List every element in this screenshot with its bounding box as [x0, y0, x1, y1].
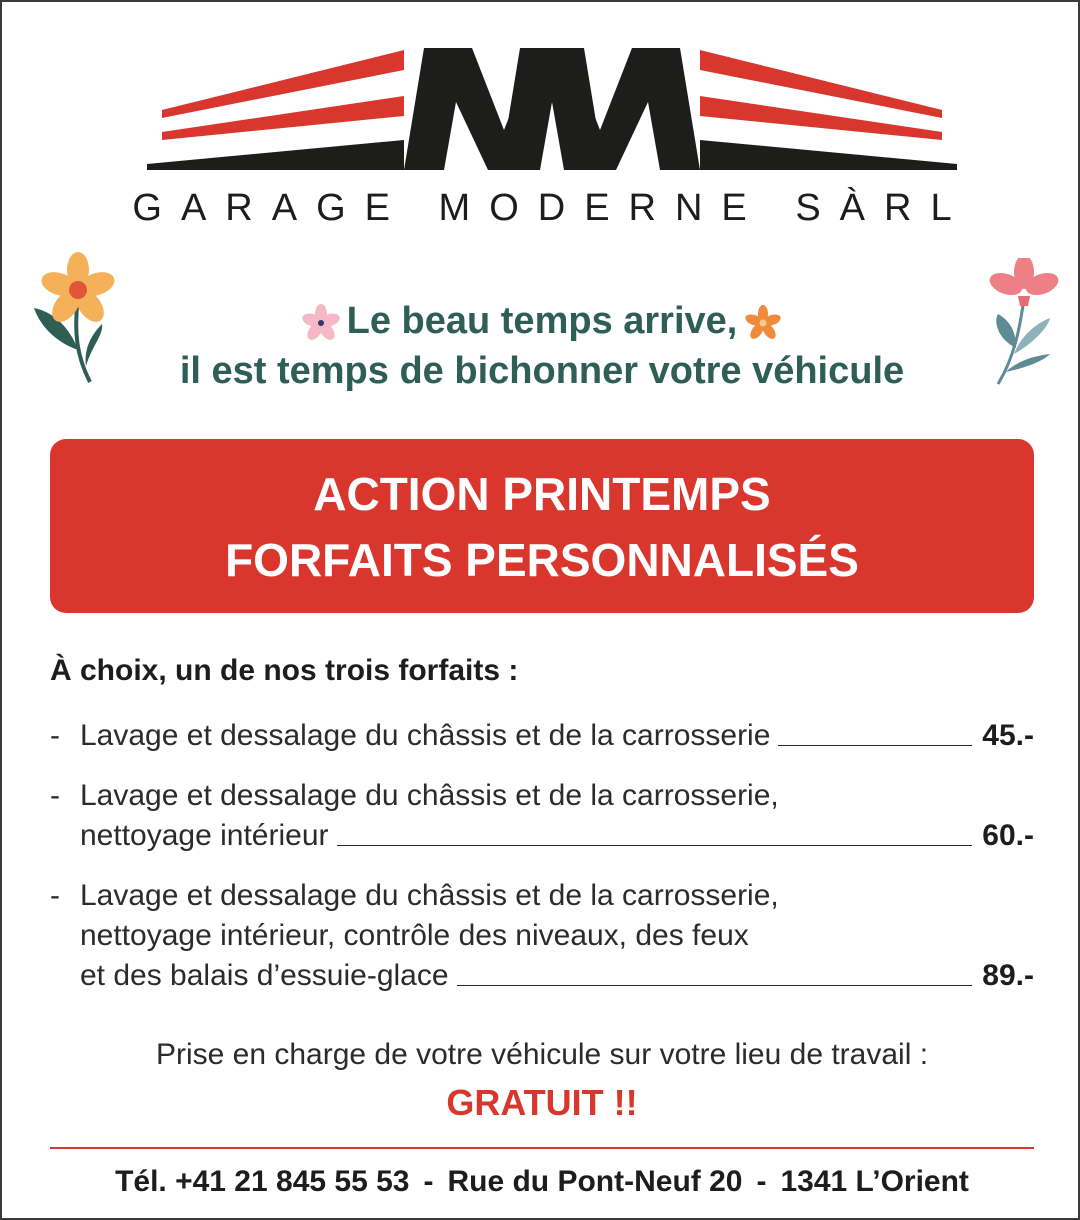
contact-separator: - — [756, 1165, 767, 1198]
tagline-line-1-text: Le beau temps arrive, — [346, 300, 738, 342]
offer-text-line: Lavage et dessalage du châssis et de la carrosserie, — [80, 879, 779, 912]
contact-line — [2, 1165, 1080, 1199]
offer-text-line: Lavage et dessalage du châssis et de la carrosserie, — [80, 779, 779, 812]
phone-number: Tél. +41 21 845 55 53 — [115, 1165, 410, 1198]
offers-title: À choix, un de nos trois forfaits : — [50, 654, 519, 687]
city: 1341 L’Orient — [780, 1165, 969, 1198]
offer-text-line: nettoyage intérieur, contrôle des niveaux, des feux — [80, 919, 749, 952]
list-dash: - — [50, 779, 60, 812]
tagline-line-2: il est temps de bichonner votre véhicule — [179, 350, 905, 392]
offer-lead-line — [50, 956, 1034, 996]
street-address: Rue du Pont-Neuf 20 — [447, 1165, 743, 1198]
leader-line — [778, 745, 972, 746]
leader-line — [457, 985, 973, 986]
pickup-text: Prise en charge de votre véhicule sur votre lieu de travail : — [155, 1038, 929, 1071]
offer-lead-line — [50, 716, 1034, 756]
mm-logo-icon — [142, 42, 962, 182]
tagline-line-1 — [2, 296, 1080, 346]
offer-lead-line — [50, 816, 1034, 856]
list-dash: - — [50, 719, 60, 752]
pink-blossom-icon — [301, 303, 341, 343]
offer-text: nettoyage intérieur — [80, 819, 329, 852]
footer-divider — [50, 1147, 1034, 1149]
orange-blossom-icon — [743, 303, 783, 343]
offer-text: Lavage et dessalage du châssis et de la carrosserie — [80, 719, 771, 752]
banner-line-1: ACTION PRINTEMPS — [313, 468, 771, 520]
leader-line — [337, 845, 973, 846]
offer-text: et des balais d’essuie-glace — [80, 959, 449, 992]
offer-price: 89.- — [982, 959, 1034, 992]
offer-item-1 — [50, 716, 1034, 756]
promo-banner — [50, 439, 1034, 613]
contact-separator: - — [423, 1165, 434, 1198]
offer-item-2 — [50, 776, 1034, 856]
banner-line-2: FORFAITS PERSONNALISÉS — [225, 534, 859, 586]
offer-price: 45.- — [982, 719, 1034, 752]
offer-item-3 — [50, 876, 1034, 996]
tagline — [2, 296, 1080, 396]
offer-price: 60.- — [982, 819, 1034, 852]
company-name: GARAGE MODERNE SÀRL — [132, 187, 971, 229]
list-dash: - — [50, 879, 60, 912]
free-highlight: GRATUIT !! — [446, 1082, 638, 1123]
